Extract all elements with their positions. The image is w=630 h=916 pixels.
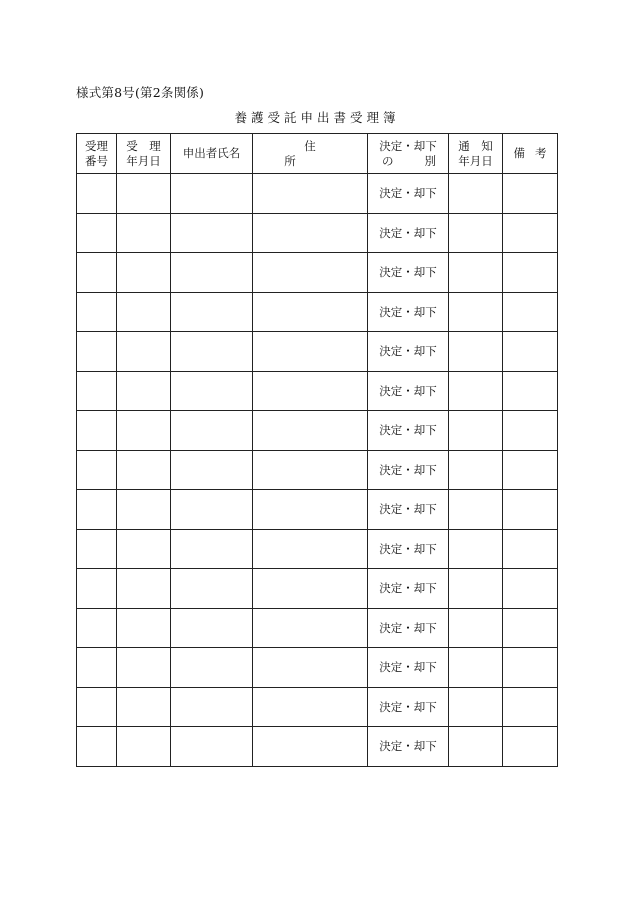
cell-decision: 決定・却下 xyxy=(368,727,449,767)
table-row xyxy=(77,371,558,411)
cell-applicant-name xyxy=(171,727,253,767)
cell-address xyxy=(253,648,368,688)
cell-decision: 決定・却下 xyxy=(368,450,449,490)
cell-decision: 決定・却下 xyxy=(368,569,449,609)
header-notice-date-line1: 通 知 xyxy=(458,138,493,153)
cell-address xyxy=(253,569,368,609)
cell-decision: 決定・却下 xyxy=(368,292,449,332)
table-row xyxy=(77,608,558,648)
cell-decision: 決定・却下 xyxy=(368,687,449,727)
cell-remarks xyxy=(503,292,558,332)
cell-receipt-number xyxy=(77,529,117,569)
header-address-label: 住所 xyxy=(284,138,356,168)
cell-applicant-name xyxy=(171,213,253,253)
cell-notice-date xyxy=(449,648,503,688)
header-decision-no: の xyxy=(382,153,394,168)
cell-decision: 決定・却下 xyxy=(368,332,449,372)
cell-notice-date xyxy=(449,371,503,411)
cell-receipt-date xyxy=(117,529,171,569)
cell-applicant-name xyxy=(171,411,253,451)
cell-address xyxy=(253,450,368,490)
register-body xyxy=(77,174,558,767)
cell-applicant-name xyxy=(171,332,253,372)
table-row xyxy=(77,450,558,490)
cell-remarks xyxy=(503,253,558,293)
cell-notice-date xyxy=(449,174,503,214)
table-row xyxy=(77,174,558,214)
cell-address xyxy=(253,608,368,648)
header-receipt-number-line2: 番号 xyxy=(85,153,108,168)
header-decision xyxy=(368,134,449,174)
cell-address xyxy=(253,687,368,727)
cell-receipt-number xyxy=(77,648,117,688)
cell-receipt-number xyxy=(77,450,117,490)
cell-applicant-name xyxy=(171,648,253,688)
cell-receipt-number xyxy=(77,687,117,727)
table-row xyxy=(77,569,558,609)
cell-address xyxy=(253,174,368,214)
cell-applicant-name xyxy=(171,569,253,609)
cell-receipt-number xyxy=(77,569,117,609)
cell-notice-date xyxy=(449,490,503,530)
header-remarks xyxy=(503,134,558,174)
cell-notice-date xyxy=(449,727,503,767)
cell-notice-date xyxy=(449,608,503,648)
cell-applicant-name xyxy=(171,371,253,411)
cell-applicant-name xyxy=(171,687,253,727)
table-row xyxy=(77,213,558,253)
cell-receipt-number xyxy=(77,174,117,214)
cell-decision: 決定・却下 xyxy=(368,608,449,648)
cell-receipt-date xyxy=(117,490,171,530)
cell-receipt-date xyxy=(117,569,171,609)
table-row xyxy=(77,253,558,293)
header-receipt-date xyxy=(117,134,171,174)
header-decision-line2 xyxy=(368,154,448,169)
cell-remarks xyxy=(503,529,558,569)
receipt-register-table xyxy=(76,133,558,767)
cell-remarks xyxy=(503,490,558,530)
cell-notice-date xyxy=(449,332,503,372)
cell-decision: 決定・却下 xyxy=(368,371,449,411)
cell-address xyxy=(253,727,368,767)
cell-receipt-number xyxy=(77,727,117,767)
cell-remarks xyxy=(503,727,558,767)
cell-applicant-name xyxy=(171,292,253,332)
cell-remarks xyxy=(503,213,558,253)
cell-applicant-name xyxy=(171,450,253,490)
header-decision-line1: 決定・却下 xyxy=(379,138,437,153)
cell-address xyxy=(253,253,368,293)
cell-notice-date xyxy=(449,213,503,253)
cell-decision: 決定・却下 xyxy=(368,213,449,253)
cell-notice-date xyxy=(449,292,503,332)
cell-receipt-date xyxy=(117,213,171,253)
document-title: 養護受託申出書受理簿 xyxy=(234,110,400,125)
cell-applicant-name xyxy=(171,490,253,530)
cell-receipt-date xyxy=(117,253,171,293)
table-row xyxy=(77,490,558,530)
cell-receipt-date xyxy=(117,450,171,490)
cell-remarks xyxy=(503,332,558,372)
header-row xyxy=(77,134,558,174)
header-receipt-number xyxy=(77,134,117,174)
header-receipt-date-line1: 受 理 xyxy=(126,138,161,153)
cell-address xyxy=(253,490,368,530)
table-row xyxy=(77,332,558,372)
table-row xyxy=(77,687,558,727)
cell-receipt-number xyxy=(77,411,117,451)
cell-decision: 決定・却下 xyxy=(368,174,449,214)
cell-address xyxy=(253,529,368,569)
cell-notice-date xyxy=(449,569,503,609)
table-row xyxy=(77,292,558,332)
cell-receipt-number xyxy=(77,608,117,648)
cell-applicant-name xyxy=(171,608,253,648)
cell-decision: 決定・却下 xyxy=(368,411,449,451)
cell-notice-date xyxy=(449,411,503,451)
cell-receipt-number xyxy=(77,292,117,332)
cell-notice-date xyxy=(449,687,503,727)
cell-decision: 決定・却下 xyxy=(368,648,449,688)
cell-remarks xyxy=(503,648,558,688)
cell-receipt-date xyxy=(117,292,171,332)
header-notice-date xyxy=(449,134,503,174)
cell-receipt-date xyxy=(117,411,171,451)
header-applicant-name xyxy=(171,134,253,174)
cell-receipt-number xyxy=(77,332,117,372)
header-receipt-date-line2: 年月日 xyxy=(126,153,161,168)
cell-remarks xyxy=(503,371,558,411)
header-decision-betsu: 別 xyxy=(424,153,436,168)
header-notice-date-line2: 年月日 xyxy=(458,153,493,168)
header-applicant-name-label: 申出者氏名 xyxy=(182,146,241,160)
cell-remarks xyxy=(503,450,558,490)
header-address xyxy=(253,134,368,174)
cell-applicant-name xyxy=(171,253,253,293)
cell-remarks xyxy=(503,174,558,214)
cell-remarks xyxy=(503,687,558,727)
cell-applicant-name xyxy=(171,174,253,214)
form-number: 様式第8号(第2条関係) xyxy=(76,85,205,100)
cell-remarks xyxy=(503,569,558,609)
cell-receipt-number xyxy=(77,371,117,411)
cell-decision: 決定・却下 xyxy=(368,529,449,569)
table-row xyxy=(77,727,558,767)
cell-receipt-date xyxy=(117,687,171,727)
header-receipt-number-line1: 受理 xyxy=(85,138,108,153)
cell-applicant-name xyxy=(171,529,253,569)
cell-receipt-date xyxy=(117,332,171,372)
cell-address xyxy=(253,292,368,332)
cell-receipt-number xyxy=(77,253,117,293)
cell-decision: 決定・却下 xyxy=(368,253,449,293)
cell-receipt-date xyxy=(117,371,171,411)
table-row xyxy=(77,648,558,688)
cell-receipt-date xyxy=(117,174,171,214)
cell-remarks xyxy=(503,411,558,451)
table-row xyxy=(77,529,558,569)
cell-notice-date xyxy=(449,529,503,569)
cell-remarks xyxy=(503,608,558,648)
cell-address xyxy=(253,332,368,372)
cell-receipt-number xyxy=(77,490,117,530)
cell-receipt-date xyxy=(117,648,171,688)
cell-address xyxy=(253,213,368,253)
cell-notice-date xyxy=(449,450,503,490)
cell-notice-date xyxy=(449,253,503,293)
cell-receipt-number xyxy=(77,213,117,253)
cell-address xyxy=(253,371,368,411)
cell-address xyxy=(253,411,368,451)
header-remarks-label: 備考 xyxy=(513,146,557,160)
cell-receipt-date xyxy=(117,608,171,648)
cell-receipt-date xyxy=(117,727,171,767)
cell-decision: 決定・却下 xyxy=(368,490,449,530)
table-row xyxy=(77,411,558,451)
